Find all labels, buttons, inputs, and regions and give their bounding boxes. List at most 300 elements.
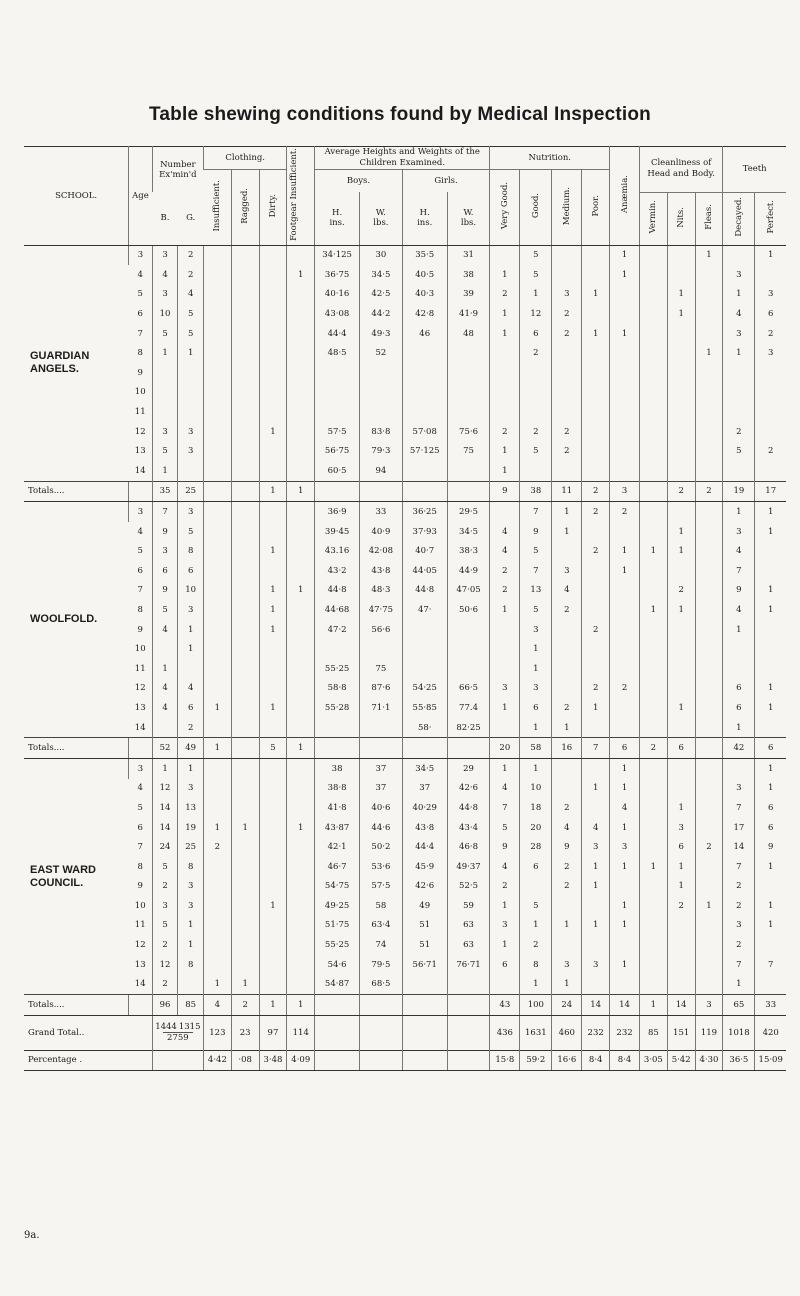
data-cell bbox=[695, 600, 723, 620]
data-cell bbox=[610, 402, 640, 422]
grand-total-cell: 23 bbox=[231, 1015, 259, 1050]
data-cell bbox=[360, 383, 403, 403]
data-cell bbox=[552, 779, 582, 799]
data-cell: 43·2 bbox=[315, 561, 360, 581]
data-cell bbox=[552, 363, 582, 383]
data-cell: 49 bbox=[402, 896, 447, 916]
data-cell: 6 bbox=[520, 698, 552, 718]
total-cell: 6 bbox=[755, 738, 786, 759]
percentage-cell: 8·4 bbox=[610, 1050, 640, 1071]
footnote: 9a. bbox=[24, 1230, 40, 1241]
data-cell: 1 bbox=[520, 718, 552, 738]
data-cell bbox=[582, 265, 610, 285]
data-cell bbox=[610, 659, 640, 679]
total-cell: 43 bbox=[490, 995, 520, 1016]
data-cell bbox=[231, 896, 259, 916]
data-cell: 3 bbox=[723, 265, 755, 285]
data-cell bbox=[231, 779, 259, 799]
data-cell bbox=[287, 502, 315, 522]
data-cell: 50·2 bbox=[360, 837, 403, 857]
data-cell bbox=[639, 698, 667, 718]
data-cell: 3 bbox=[755, 343, 786, 363]
age-cell: 6 bbox=[137, 565, 143, 576]
data-cell: 1 bbox=[667, 698, 695, 718]
data-cell bbox=[667, 343, 695, 363]
total-cell: 42 bbox=[723, 738, 755, 759]
data-cell: 2 bbox=[152, 974, 178, 994]
table-row bbox=[24, 285, 786, 305]
data-cell bbox=[447, 639, 490, 659]
data-cell: 28 bbox=[520, 837, 552, 857]
data-cell bbox=[231, 245, 259, 265]
age-cell: 14 bbox=[134, 979, 146, 990]
data-cell: 2 bbox=[723, 935, 755, 955]
data-cell: 6 bbox=[755, 798, 786, 818]
data-cell: 9 bbox=[723, 581, 755, 601]
data-cell bbox=[287, 955, 315, 975]
data-cell bbox=[231, 502, 259, 522]
data-cell bbox=[259, 955, 287, 975]
total-cell bbox=[231, 481, 259, 502]
age-cell: 3 bbox=[129, 502, 153, 522]
data-cell bbox=[231, 363, 259, 383]
data-cell: 10 bbox=[520, 779, 552, 799]
data-cell: 43·8 bbox=[402, 818, 447, 838]
data-cell bbox=[582, 343, 610, 363]
percentage-cell bbox=[402, 1050, 447, 1071]
data-cell: 1 bbox=[667, 522, 695, 542]
data-cell: 1 bbox=[520, 916, 552, 936]
data-cell bbox=[287, 324, 315, 344]
data-cell bbox=[723, 461, 755, 481]
data-cell: 1 bbox=[582, 698, 610, 718]
data-cell: 4 bbox=[490, 779, 520, 799]
data-cell bbox=[402, 363, 447, 383]
table-row bbox=[24, 916, 786, 936]
grand-total-cell: 232 bbox=[610, 1015, 640, 1050]
data-cell: 2 bbox=[552, 698, 582, 718]
data-cell: 5 bbox=[152, 324, 178, 344]
data-cell: 3 bbox=[552, 285, 582, 305]
data-cell bbox=[667, 679, 695, 699]
data-cell: 1 bbox=[723, 718, 755, 738]
data-cell bbox=[552, 639, 582, 659]
total-cell: 9 bbox=[490, 481, 520, 502]
data-cell: 2 bbox=[695, 837, 723, 857]
data-cell: 44·68 bbox=[315, 600, 360, 620]
data-cell: 41·9 bbox=[447, 304, 490, 324]
data-cell: 1 bbox=[152, 343, 178, 363]
data-cell bbox=[582, 383, 610, 403]
data-cell: 9 bbox=[755, 837, 786, 857]
data-cell bbox=[723, 245, 755, 265]
table-row bbox=[24, 522, 786, 542]
data-cell bbox=[231, 639, 259, 659]
data-cell bbox=[447, 620, 490, 640]
data-cell: 43·08 bbox=[315, 304, 360, 324]
data-cell: 59 bbox=[447, 896, 490, 916]
data-cell bbox=[582, 758, 610, 778]
data-cell bbox=[231, 916, 259, 936]
data-cell bbox=[490, 245, 520, 265]
data-cell bbox=[259, 659, 287, 679]
data-cell bbox=[204, 383, 232, 403]
data-cell: 1 bbox=[259, 600, 287, 620]
data-cell bbox=[639, 779, 667, 799]
data-cell bbox=[755, 265, 786, 285]
data-cell bbox=[259, 718, 287, 738]
data-cell: 5 bbox=[520, 265, 552, 285]
data-cell bbox=[204, 304, 232, 324]
age-cell: 6 bbox=[137, 309, 143, 320]
data-cell bbox=[259, 441, 287, 461]
data-cell: 1 bbox=[755, 916, 786, 936]
data-cell bbox=[755, 935, 786, 955]
data-cell: 1 bbox=[582, 877, 610, 897]
data-cell: 1 bbox=[490, 758, 520, 778]
data-cell: 66·5 bbox=[447, 679, 490, 699]
data-cell bbox=[178, 461, 204, 481]
data-cell bbox=[287, 522, 315, 542]
data-cell bbox=[447, 343, 490, 363]
age-cell: 13 bbox=[134, 702, 146, 713]
data-cell: 3 bbox=[152, 285, 178, 305]
data-cell bbox=[178, 383, 204, 403]
data-cell bbox=[667, 502, 695, 522]
age-cell: 5 bbox=[137, 802, 143, 813]
data-cell bbox=[204, 955, 232, 975]
data-cell: 38·3 bbox=[447, 541, 490, 561]
data-cell: 1 bbox=[287, 581, 315, 601]
data-cell bbox=[447, 363, 490, 383]
total-cell: 52 bbox=[152, 738, 178, 759]
percentage-cell: 4·30 bbox=[695, 1050, 723, 1071]
data-cell: 1 bbox=[582, 285, 610, 305]
data-cell: 39·45 bbox=[315, 522, 360, 542]
data-cell bbox=[582, 402, 610, 422]
girls-w-header: W. lbs. bbox=[447, 192, 490, 245]
data-cell bbox=[287, 758, 315, 778]
vermin-header: Vermin. bbox=[648, 200, 659, 234]
data-cell: 2 bbox=[552, 798, 582, 818]
data-cell: 44·8 bbox=[402, 581, 447, 601]
data-cell: 29 bbox=[447, 758, 490, 778]
data-cell bbox=[610, 343, 640, 363]
data-cell: 1 bbox=[490, 461, 520, 481]
data-cell: 46·8 bbox=[447, 837, 490, 857]
data-cell bbox=[204, 779, 232, 799]
data-cell bbox=[178, 363, 204, 383]
data-cell: 37 bbox=[360, 779, 403, 799]
data-cell bbox=[639, 304, 667, 324]
data-cell: 40·5 bbox=[402, 265, 447, 285]
data-cell bbox=[667, 639, 695, 659]
data-cell: 33 bbox=[360, 502, 403, 522]
data-cell: 63 bbox=[447, 935, 490, 955]
data-cell bbox=[695, 285, 723, 305]
data-cell: 7 bbox=[520, 561, 552, 581]
data-cell: 63 bbox=[447, 916, 490, 936]
data-cell: 1 bbox=[490, 324, 520, 344]
data-cell: 1 bbox=[204, 974, 232, 994]
data-cell bbox=[667, 561, 695, 581]
data-cell bbox=[402, 659, 447, 679]
data-cell bbox=[204, 916, 232, 936]
data-cell bbox=[582, 659, 610, 679]
total-cell: 4 bbox=[204, 995, 232, 1016]
data-cell: 4 bbox=[490, 857, 520, 877]
data-cell: 34·5 bbox=[447, 522, 490, 542]
clothing-header: Clothing. bbox=[204, 147, 287, 170]
data-cell: 2 bbox=[490, 581, 520, 601]
data-cell bbox=[610, 581, 640, 601]
total-cell: 49 bbox=[178, 738, 204, 759]
data-cell: 5 bbox=[520, 541, 552, 561]
data-cell bbox=[755, 363, 786, 383]
table-row bbox=[24, 758, 786, 778]
data-cell bbox=[639, 383, 667, 403]
data-cell: 1 bbox=[610, 857, 640, 877]
data-cell: 5 bbox=[520, 600, 552, 620]
data-cell bbox=[610, 935, 640, 955]
data-cell bbox=[259, 779, 287, 799]
data-cell: 2 bbox=[552, 600, 582, 620]
data-cell bbox=[695, 422, 723, 442]
data-cell bbox=[667, 245, 695, 265]
data-cell bbox=[695, 916, 723, 936]
data-cell: 7 bbox=[755, 955, 786, 975]
grand-total-cell bbox=[315, 1015, 360, 1050]
data-cell: 6 bbox=[667, 837, 695, 857]
data-cell: 2 bbox=[667, 581, 695, 601]
data-cell: 42·6 bbox=[447, 779, 490, 799]
data-cell: 14 bbox=[152, 798, 178, 818]
data-cell: 4 bbox=[552, 581, 582, 601]
data-cell bbox=[639, 245, 667, 265]
data-cell bbox=[639, 265, 667, 285]
data-cell bbox=[287, 698, 315, 718]
grand-total-cell: 119 bbox=[695, 1015, 723, 1050]
data-cell: 75·6 bbox=[447, 422, 490, 442]
data-cell: 3 bbox=[520, 620, 552, 640]
data-cell: 2 bbox=[723, 422, 755, 442]
data-cell bbox=[667, 935, 695, 955]
grand-total-cell bbox=[360, 1015, 403, 1050]
data-cell: 46·7 bbox=[315, 857, 360, 877]
total-cell: 1 bbox=[204, 738, 232, 759]
data-cell: 1 bbox=[695, 343, 723, 363]
age-cell bbox=[129, 738, 153, 759]
grand-total-b: 1444 bbox=[155, 1021, 177, 1032]
table-row bbox=[24, 659, 786, 679]
data-cell bbox=[231, 698, 259, 718]
ragged-header: Ragged. bbox=[240, 187, 251, 224]
total-cell: 2 bbox=[231, 995, 259, 1016]
age-cell: 10 bbox=[134, 387, 146, 398]
age-cell bbox=[129, 481, 153, 502]
data-cell: 3 bbox=[490, 916, 520, 936]
age-cell: 4 bbox=[137, 526, 143, 537]
data-cell: 47·2 bbox=[315, 620, 360, 640]
total-cell: 1 bbox=[259, 481, 287, 502]
data-cell: 1 bbox=[490, 304, 520, 324]
data-cell bbox=[231, 620, 259, 640]
data-cell bbox=[259, 304, 287, 324]
data-cell bbox=[178, 402, 204, 422]
grand-total-cell: 460 bbox=[552, 1015, 582, 1050]
data-cell: 3 bbox=[582, 955, 610, 975]
data-cell bbox=[755, 877, 786, 897]
percentage-row bbox=[24, 1050, 786, 1071]
total-cell: 5 bbox=[259, 738, 287, 759]
age-cell: 14 bbox=[134, 465, 146, 476]
data-cell bbox=[204, 620, 232, 640]
data-cell: 52 bbox=[360, 343, 403, 363]
data-cell: 1 bbox=[639, 600, 667, 620]
data-cell bbox=[639, 285, 667, 305]
data-cell: 9 bbox=[152, 581, 178, 601]
page-title: Table shewing conditions found by Medical Inspection bbox=[149, 104, 651, 125]
data-cell: 2 bbox=[610, 679, 640, 699]
data-cell: 48 bbox=[447, 324, 490, 344]
data-cell: 1 bbox=[755, 522, 786, 542]
data-cell bbox=[667, 620, 695, 640]
data-cell: 2 bbox=[520, 343, 552, 363]
data-cell bbox=[231, 383, 259, 403]
data-cell bbox=[287, 779, 315, 799]
data-cell bbox=[695, 324, 723, 344]
data-cell: 34·5 bbox=[402, 758, 447, 778]
girls-header: Girls. bbox=[402, 170, 490, 193]
totals-row bbox=[24, 481, 786, 502]
nutrition-header: Nutrition. bbox=[490, 147, 610, 170]
data-cell bbox=[639, 502, 667, 522]
totals-label: Totals.... bbox=[24, 481, 129, 502]
data-cell: 38·8 bbox=[315, 779, 360, 799]
data-cell bbox=[204, 265, 232, 285]
data-cell: 3 bbox=[520, 679, 552, 699]
data-cell: 3 bbox=[667, 818, 695, 838]
data-cell: 1 bbox=[552, 916, 582, 936]
data-cell: 2 bbox=[552, 422, 582, 442]
data-cell bbox=[178, 974, 204, 994]
data-cell bbox=[204, 935, 232, 955]
data-cell bbox=[402, 974, 447, 994]
data-cell bbox=[695, 955, 723, 975]
data-cell bbox=[520, 383, 552, 403]
data-cell: 6 bbox=[723, 679, 755, 699]
data-cell: 2 bbox=[552, 304, 582, 324]
data-cell: 7 bbox=[490, 798, 520, 818]
data-cell: 1 bbox=[552, 502, 582, 522]
data-cell bbox=[667, 441, 695, 461]
grand-total-cell: 151 bbox=[667, 1015, 695, 1050]
total-cell bbox=[447, 738, 490, 759]
grand-total-cell: 232 bbox=[582, 1015, 610, 1050]
data-cell: 43·8 bbox=[360, 561, 403, 581]
data-cell bbox=[287, 343, 315, 363]
grand-total-cell bbox=[447, 1015, 490, 1050]
table-row bbox=[24, 600, 786, 620]
data-cell: 2 bbox=[582, 502, 610, 522]
grand-total-cell: 436 bbox=[490, 1015, 520, 1050]
data-cell bbox=[287, 441, 315, 461]
data-cell: 9 bbox=[490, 837, 520, 857]
data-cell bbox=[152, 718, 178, 738]
data-cell bbox=[723, 402, 755, 422]
table-row bbox=[24, 461, 786, 481]
data-cell bbox=[639, 363, 667, 383]
total-cell bbox=[402, 481, 447, 502]
table-row bbox=[24, 896, 786, 916]
data-cell bbox=[231, 285, 259, 305]
data-cell bbox=[667, 461, 695, 481]
table-row bbox=[24, 581, 786, 601]
total-cell: 19 bbox=[723, 481, 755, 502]
total-cell: 58 bbox=[520, 738, 552, 759]
data-cell: 2 bbox=[152, 935, 178, 955]
data-cell bbox=[231, 758, 259, 778]
data-cell bbox=[204, 600, 232, 620]
data-cell bbox=[315, 639, 360, 659]
table-row bbox=[24, 837, 786, 857]
data-cell bbox=[259, 324, 287, 344]
data-cell: 1 bbox=[178, 935, 204, 955]
data-cell bbox=[259, 402, 287, 422]
data-cell: 1 bbox=[639, 857, 667, 877]
data-cell bbox=[610, 522, 640, 542]
age-cell: 7 bbox=[137, 585, 143, 596]
data-cell bbox=[402, 343, 447, 363]
grand-total-row bbox=[24, 1015, 786, 1050]
table-row bbox=[24, 363, 786, 383]
percentage-cell: 16·6 bbox=[552, 1050, 582, 1071]
data-cell: 51 bbox=[402, 935, 447, 955]
data-cell bbox=[755, 620, 786, 640]
data-cell: 25 bbox=[178, 837, 204, 857]
data-cell bbox=[178, 659, 204, 679]
data-cell bbox=[755, 383, 786, 403]
data-cell: 48·5 bbox=[315, 343, 360, 363]
poor-header: Poor. bbox=[590, 195, 601, 217]
total-cell: 35 bbox=[152, 481, 178, 502]
table-row bbox=[24, 779, 786, 799]
table-row bbox=[24, 974, 786, 994]
data-cell: 2 bbox=[723, 877, 755, 897]
age-cell: 6 bbox=[137, 822, 143, 833]
data-cell bbox=[520, 402, 552, 422]
age-cell: 4 bbox=[137, 783, 143, 794]
data-cell: 2 bbox=[667, 896, 695, 916]
age-cell: 4 bbox=[137, 269, 143, 280]
data-cell bbox=[287, 541, 315, 561]
data-cell: 3 bbox=[552, 561, 582, 581]
data-cell: 5 bbox=[152, 600, 178, 620]
data-cell: 19 bbox=[178, 818, 204, 838]
data-cell bbox=[695, 461, 723, 481]
data-cell: 55·28 bbox=[315, 698, 360, 718]
table-row bbox=[24, 639, 786, 659]
data-cell: 1 bbox=[639, 541, 667, 561]
data-cell bbox=[204, 758, 232, 778]
data-cell bbox=[204, 877, 232, 897]
data-cell bbox=[490, 343, 520, 363]
data-cell bbox=[552, 343, 582, 363]
data-cell: 1 bbox=[520, 285, 552, 305]
data-cell bbox=[447, 974, 490, 994]
data-cell: 50·6 bbox=[447, 600, 490, 620]
data-cell: 57·5 bbox=[315, 422, 360, 442]
